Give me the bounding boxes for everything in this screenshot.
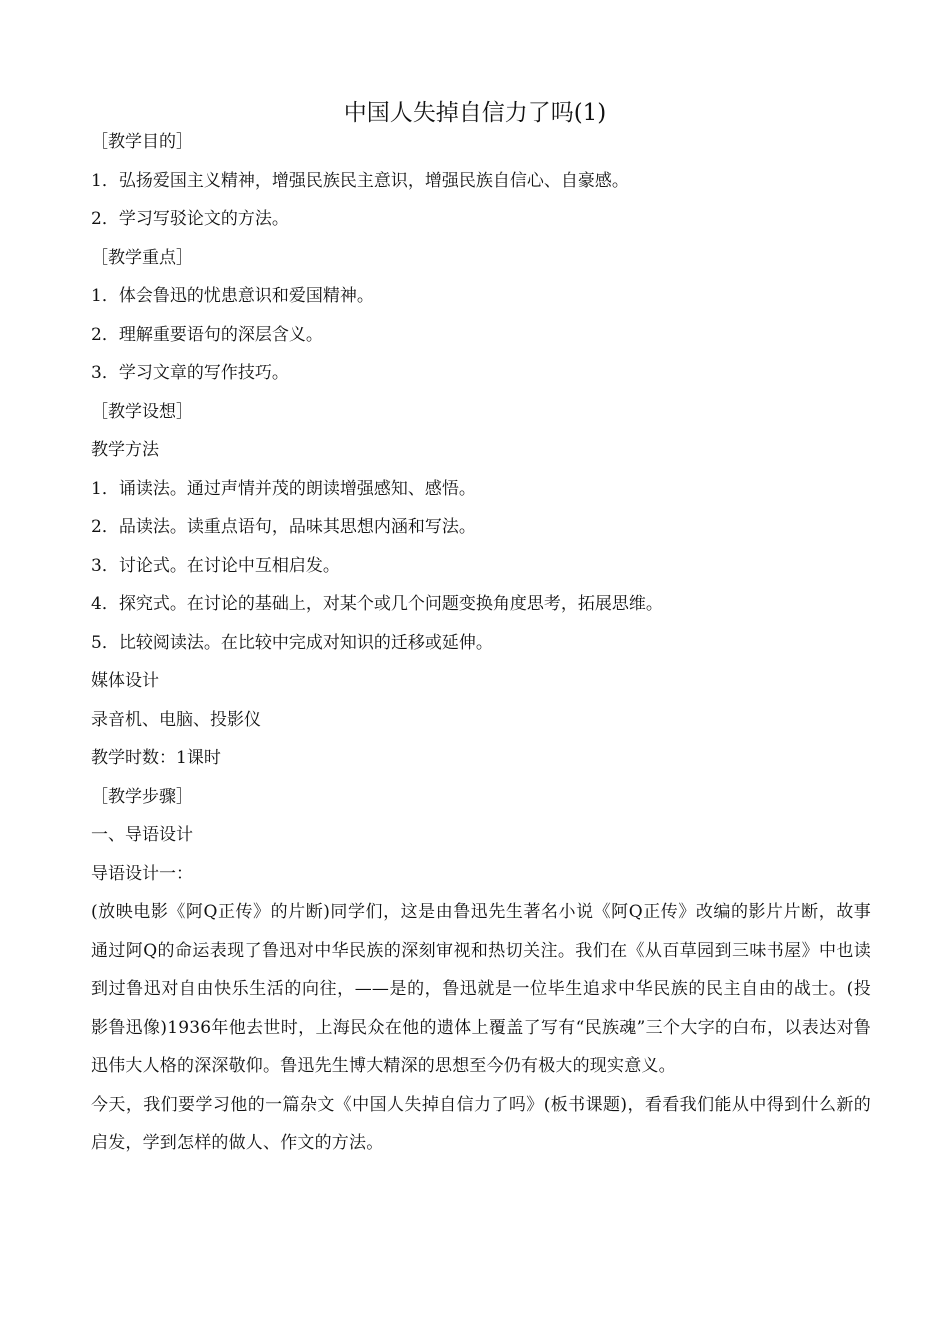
section-heading-plan: ［教学设想］ (91, 401, 193, 422)
method-item: 2．品读法。读重点语句，品味其思想内涵和写法。 (91, 517, 476, 537)
method-item: 1．诵读法。通过声情并茂的朗读增强感知、感悟。 (91, 478, 476, 499)
key-point-item: 1．体会鲁迅的忧患意识和爱国精神。 (91, 286, 374, 306)
subheading-methods: 教学方法 (91, 440, 159, 460)
objective-item: 2．学习写驳论文的方法。 (91, 209, 289, 229)
objective-item: 1．弘扬爱国主义精神，增强民族民主意识，增强民族自信心、自豪感。 (91, 170, 629, 191)
intro-design-heading: 导语设计一： (91, 863, 193, 884)
subheading-media: 媒体设计 (91, 671, 159, 691)
method-item: 5．比较阅读法。在比较中完成对知识的迁移或延伸。 (91, 632, 493, 653)
teaching-hours: 教学时数：1课时 (91, 748, 221, 768)
body-paragraph: (放映电影《阿Q正传》的片断)同学们，这是由鲁迅先生著名小说《阿Q正传》改编的影片片断，故事通过阿Q的命运表现了鲁迅对中华民族的深刻审视和热切关注。我们在《从百草园到三味书屋》中也读到过鲁迅对自由快乐生活的向往，——是的，鲁迅就是一位毕生追求中华民族的民主自由的战士。(投影鲁迅像)1936年他去世时，上海民众在他的遗体上覆盖了写有“民族魂”三个大字的白布，以表达对鲁迅伟大人格的深深敬仰。鲁迅先生博大精深的思想至今仍有极大的现实意义。 (91, 902, 871, 1076)
body-paragraph: 今天，我们要学习他的一篇杂文《中国人失掉自信力了吗》(板书课题)，看看我们能从中得到什么新的启发，学到怎样的做人、作文的方法。 (91, 1094, 871, 1153)
document-title: 中国人失掉自信力了吗(1) (343, 100, 607, 126)
section-heading-key-points: ［教学重点］ (91, 247, 193, 268)
section-heading-objectives: ［教学目的］ (91, 132, 193, 152)
key-point-item: 3．学习文章的写作技巧。 (91, 363, 289, 383)
media-list: 录音机、电脑、投影仪 (91, 709, 261, 730)
method-item: 4．探究式。在讨论的基础上，对某个或几个问题变换角度思考，拓展思维。 (91, 594, 663, 614)
document-body (91, 123, 871, 1163)
section-heading-steps: ［教学步骤］ (91, 786, 193, 807)
key-point-item: 2．理解重要语句的深层含义。 (91, 324, 323, 345)
step-heading: 一、导语设计 (91, 825, 193, 845)
method-item: 3．讨论式。在讨论中互相启发。 (91, 555, 340, 576)
